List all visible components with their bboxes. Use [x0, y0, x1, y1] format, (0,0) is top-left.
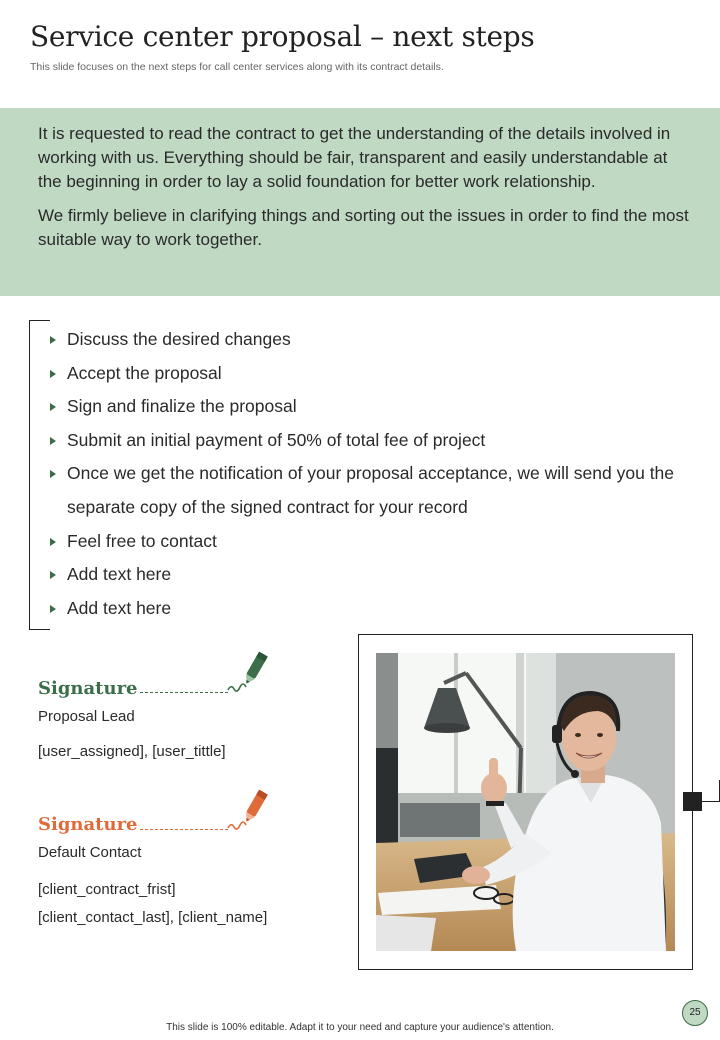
- pen-icon: [226, 788, 272, 834]
- page-subtitle: This slide focuses on the next steps for call center services along with its contract details.: [30, 61, 444, 73]
- connector-line: [693, 801, 720, 802]
- signature-label-contact: Signature: [38, 814, 138, 835]
- list-item: Once we get the notification of your proposal acceptance, we will send you the separate copy of the signed contract for your record: [48, 457, 708, 524]
- bullet-arrow-icon: [50, 605, 56, 613]
- list-item: Feel free to contact: [48, 525, 708, 559]
- next-steps-list: [48, 323, 708, 625]
- list-item: Sign and finalize the proposal: [48, 390, 708, 424]
- list-item: Submit an initial payment of 50% of total fee of project: [48, 424, 708, 458]
- signature-role: Proposal Lead: [38, 708, 135, 725]
- bullet-arrow-icon: [50, 336, 56, 344]
- intro-box: [0, 108, 720, 296]
- call-center-agent-photo: [376, 653, 675, 951]
- pen-icon: [226, 650, 272, 696]
- signature-line: [140, 829, 228, 830]
- footer-note: This slide is 100% editable. Adapt it to your need and capture your audience's attention.: [166, 1022, 554, 1033]
- intro-paragraph: It is requested to read the contract to get the understanding of the details involved in working with us. Everything should be fair, transparent and easily understandable at the beginning in order to lay a solid foundation for better work relationship.: [38, 124, 671, 191]
- bullet-arrow-icon: [50, 403, 56, 411]
- signature-detail: [user_assigned], [user_tittle]: [38, 743, 226, 760]
- bullet-arrow-icon: [50, 370, 56, 378]
- signature-label-lead: Signature: [38, 678, 138, 699]
- list-item: Add text here: [48, 558, 708, 592]
- list-item: Discuss the desired changes: [48, 323, 708, 357]
- page-number: 25: [682, 1000, 708, 1026]
- page-title: Service center proposal – next steps: [30, 20, 535, 53]
- bullet-bracket: [29, 320, 50, 630]
- intro-paragraph: We firmly believe in clarifying things and sorting out the issues in order to find the most suitable way to work together.: [38, 206, 689, 249]
- bullet-arrow-icon: [50, 470, 56, 478]
- bullet-arrow-icon: [50, 538, 56, 546]
- bullet-arrow-icon: [50, 437, 56, 445]
- bullet-arrow-icon: [50, 571, 56, 579]
- signature-line: [140, 692, 228, 693]
- list-item: Add text here: [48, 592, 708, 626]
- signature-detail: [client_contract_frist]: [38, 881, 176, 898]
- signature-role: Default Contact: [38, 844, 142, 861]
- list-item: Accept the proposal: [48, 357, 708, 391]
- signature-detail: [client_contact_last], [client_name]: [38, 909, 268, 926]
